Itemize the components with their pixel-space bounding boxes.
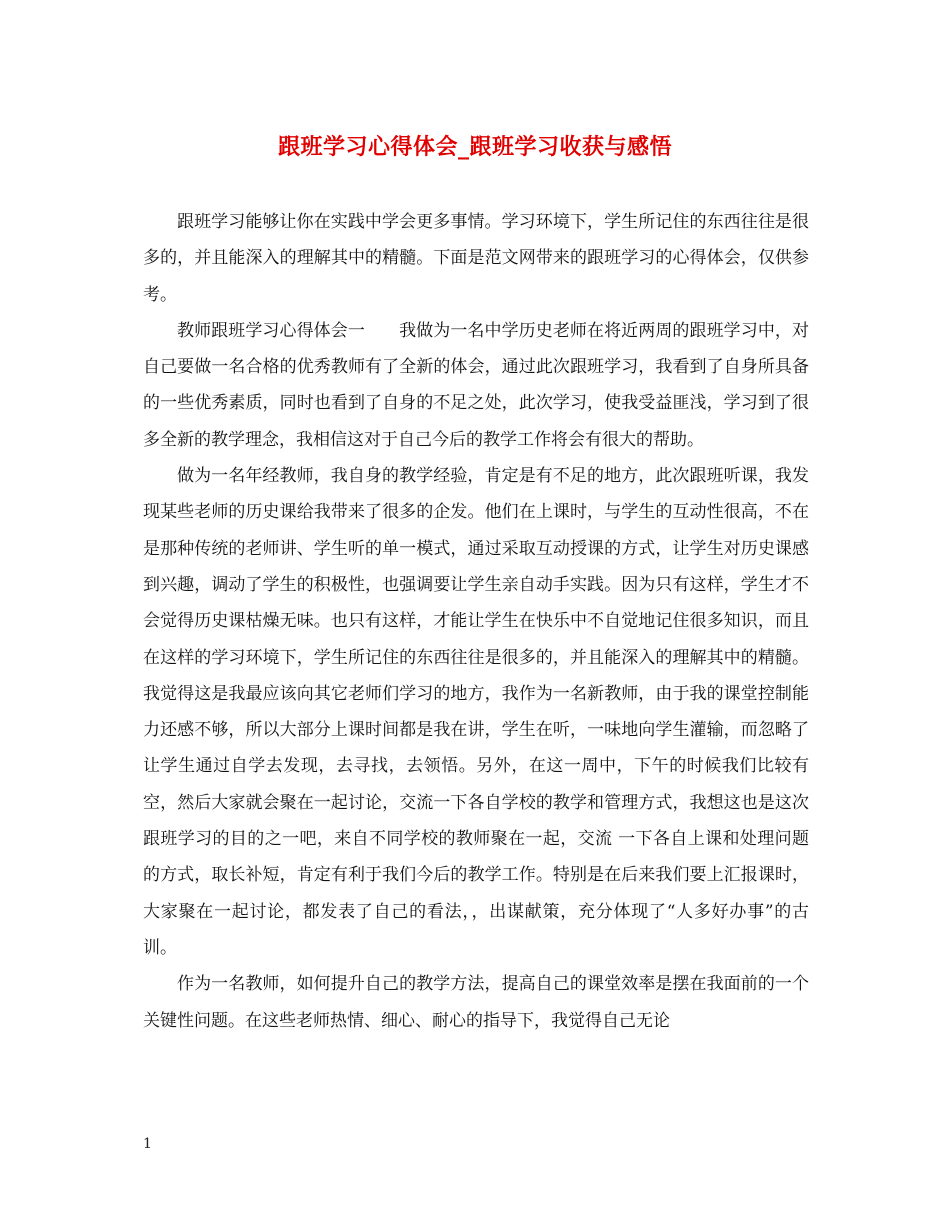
page-number: 1: [143, 1136, 152, 1152]
paragraph-observation: 做为一名年经教师，我自身的教学经验，肯定是有不足的地方，此次跟班听课，我发现某些老师的历史课给我带来了很多的企发。他们在上课时，与学生的互动性很高，不在是那种传统的老师讲、学生听的单一模式，通过采取互动授课的方式，让学生对历史课感到兴趣，调动了学生的积极性，也强调要让学生亲自动手实践。因为只有这样，学生才不会觉得历史课枯燥无味。也只有这样，才能让学生在快乐中不自觉地记住很多知识，而且在这样的学习环境下，学生所记住的东西往往是很多的，并且能深入的理解其中的精髓。我觉得这是我最应该向其它老师们学习的地方，我作为一名新教师，由于我的课堂控制能力还感不够，所以大部分上课时间都是我在讲，学生在听，一味地向学生灌输，而忽略了让学生通过自学去发现，去寻找，去领悟。另外，在这一周中，下午的时候我们比较有空，然后大家就会聚在一起讨论，交流一下各自学校的教学和管理方式，我想这也是这次跟班学习的目的之一吧，来自不同学校的教师聚在一起，交流 一下各自上课和处理问题的方式，取长补短，肯定有利于我们今后的教学工作。特别是在后来我们要上汇报课时，大家聚在一起讨论，都发表了自己的看法，，出谋献策，充分体现了“人多好办事”的古训。: [143, 466, 809, 958]
paragraph-teaching-method: 作为一名教师，如何提升自己的教学方法，提高自己的课堂效率是摆在我面前的一个关键性问题。在这些老师热情、细心、耐心的指导下，我觉得自己无论: [143, 974, 809, 1031]
document-body: [143, 204, 809, 1039]
paragraph-experience-one: 教师跟班学习心得体会一 我做为一名中学历史老师在将近两周的跟班学习中，对自己要做一名合格的优秀教师有了全新的体会，通过此次跟班学习，我看到了自身所具备的一些优秀素质，同时也看到了自身的不足之处，此次学习，使我受益匪浅，学习到了很多全新的教学理念，我相信这对于自己今后的教学工作将会有很大的帮助。: [143, 320, 809, 450]
document-title: 跟班学习心得体会_跟班学习收获与感悟: [277, 134, 672, 160]
paragraph-intro: 跟班学习能够让你在实践中学会更多事情。学习环境下，学生所记住的东西往往是很多的，并且能深入的理解其中的精髓。下面是范文网带来的跟班学习的心得体会，仅供参考。: [143, 212, 809, 305]
